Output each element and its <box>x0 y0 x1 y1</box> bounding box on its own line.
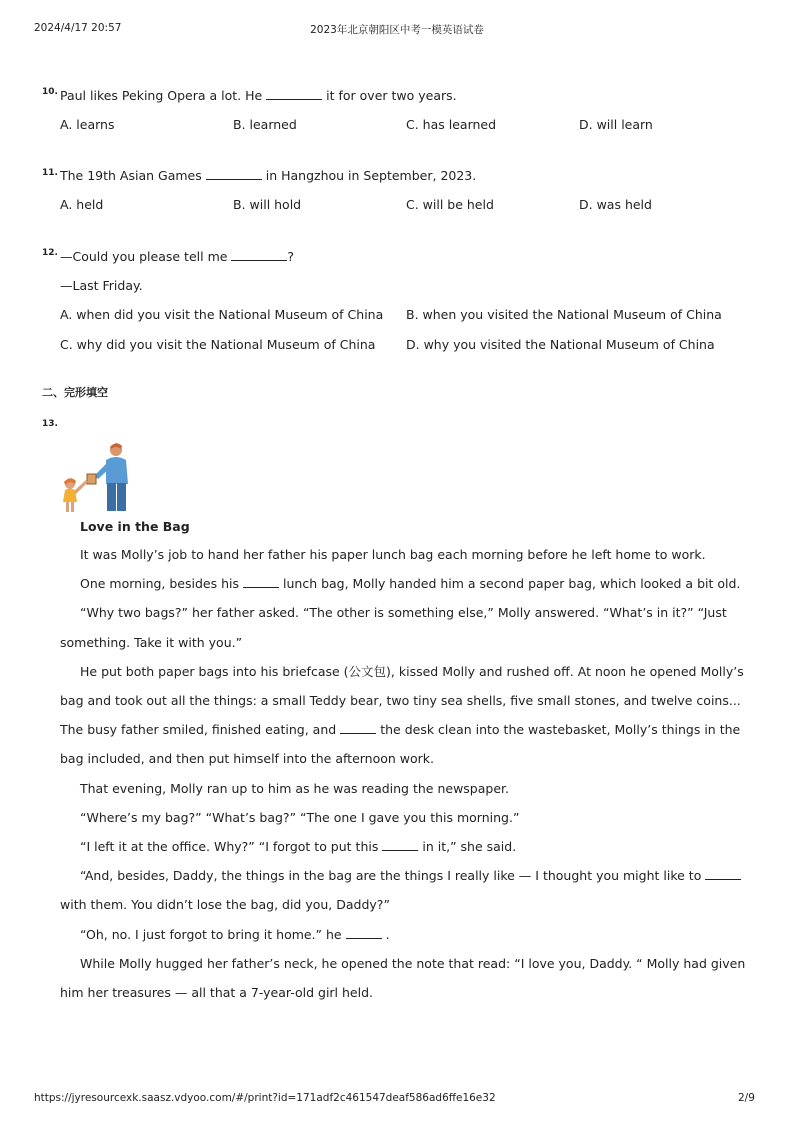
stem-after: in Hangzhou in September, 2023. <box>265 168 477 183</box>
paragraph-2 <box>60 569 754 598</box>
paragraph-10: While Molly hugged her father’s neck, he opened the note that read: “I love you, Daddy. “ Molly had given him her treasures — all that a 7-year-old girl held. <box>60 955 746 1001</box>
answer-blank <box>346 927 382 939</box>
option-d: D. will learn <box>579 117 653 132</box>
option-b: B. learned <box>233 117 297 132</box>
text: “Oh, no. I just forgot to bring it home.” he <box>80 926 342 942</box>
document-title: 2023年北京朝阳区中考一模英语试卷 <box>310 24 484 36</box>
paragraph-1: It was Molly’s job to hand her father his paper lunch bag each morning before he left home to work. <box>80 547 706 562</box>
dialogue-reply: —Last Friday. <box>60 278 143 293</box>
father-daughter-illustration <box>58 440 134 514</box>
print-url: https://jyresourcexk.saasz.vdyoo.com/#/print?id=171adf2c461547deaf586ad6ffe16e32 <box>34 1092 496 1104</box>
section-heading: 二、完形填空 <box>42 386 108 399</box>
paragraph-6: “Where’s my bag?” “What’s bag?” “The one I gave you this morning.” <box>80 809 520 825</box>
option-d: D. why you visited the National Museum of China <box>406 337 715 352</box>
question-stem <box>60 88 457 103</box>
text: “I left it at the office. Why?” “I forgot to put this <box>80 839 379 855</box>
stem-after: ? <box>287 249 295 264</box>
paragraph-3: “Why two bags?” her father asked. “The other is something else,” Molly answered. “What’s in it?” “Just something. Take it with you.” <box>60 605 727 650</box>
question-number: 12. <box>42 248 58 258</box>
option-a: A. when did you visit the National Museum of China <box>60 307 384 322</box>
print-datetime: 2024/4/17 20:57 <box>34 22 122 34</box>
passage-title: Love in the Bag <box>80 519 190 534</box>
text: the desk clean into the wastebasket, Molly’s things in the bag included, and then put himself into the afternoon work. <box>60 722 741 767</box>
answer-blank <box>231 249 287 261</box>
stem-before: —Could you please tell me <box>60 249 228 264</box>
question-number: 11. <box>42 168 58 178</box>
passage-body <box>60 540 754 1007</box>
answer-blank <box>705 868 741 880</box>
option-b: B. will hold <box>233 197 302 212</box>
stem-before: The 19th Asian Games <box>60 168 202 183</box>
text: with them. You didn’t lose the bag, did you, Daddy?” <box>60 897 390 913</box>
stem-before: Paul likes Peking Opera a lot. He <box>60 88 263 103</box>
text: in it,” she said. <box>422 839 517 855</box>
text: He put both paper bags into his briefcase (公文包), kissed Molly and rushed off. At noon he opened Molly’s bag and took out all the things: a small Teddy bear, two tiny sea shells, five small stones, and twelve coins... The busy father smiled, finished eating, and <box>60 663 744 738</box>
option-a: A. held <box>60 197 104 212</box>
option-c: C. has learned <box>406 117 497 132</box>
option-d: D. was held <box>579 197 652 212</box>
question-number: 13. <box>42 419 58 429</box>
answer-blank <box>243 576 279 588</box>
text: lunch bag, Molly handed him a second paper bag, which looked a bit old. <box>283 576 741 592</box>
answer-blank <box>206 168 262 180</box>
option-c: C. why did you visit the National Museum of China <box>60 337 376 352</box>
paragraph-8 <box>60 861 754 919</box>
option-b: B. when you visited the National Museum of China <box>406 307 722 322</box>
paragraph-9 <box>60 920 754 949</box>
text: . <box>385 926 390 942</box>
stem-after: it for over two years. <box>326 88 457 103</box>
text: One morning, besides his <box>80 576 239 592</box>
paragraph-4 <box>60 657 754 774</box>
paragraph-7 <box>60 832 754 861</box>
question-stem <box>60 168 476 183</box>
answer-blank <box>340 722 376 734</box>
option-c: C. will be held <box>406 197 494 212</box>
text: “And, besides, Daddy, the things in the bag are the things I really like — I thought you might like to <box>80 868 702 884</box>
answer-blank <box>266 88 322 100</box>
answer-blank <box>382 839 418 851</box>
question-stem <box>60 249 294 264</box>
page-number: 2/9 <box>738 1092 755 1104</box>
option-a: A. learns <box>60 117 115 132</box>
paragraph-5: That evening, Molly ran up to him as he was reading the newspaper. <box>80 780 509 796</box>
question-number: 10. <box>42 87 58 97</box>
